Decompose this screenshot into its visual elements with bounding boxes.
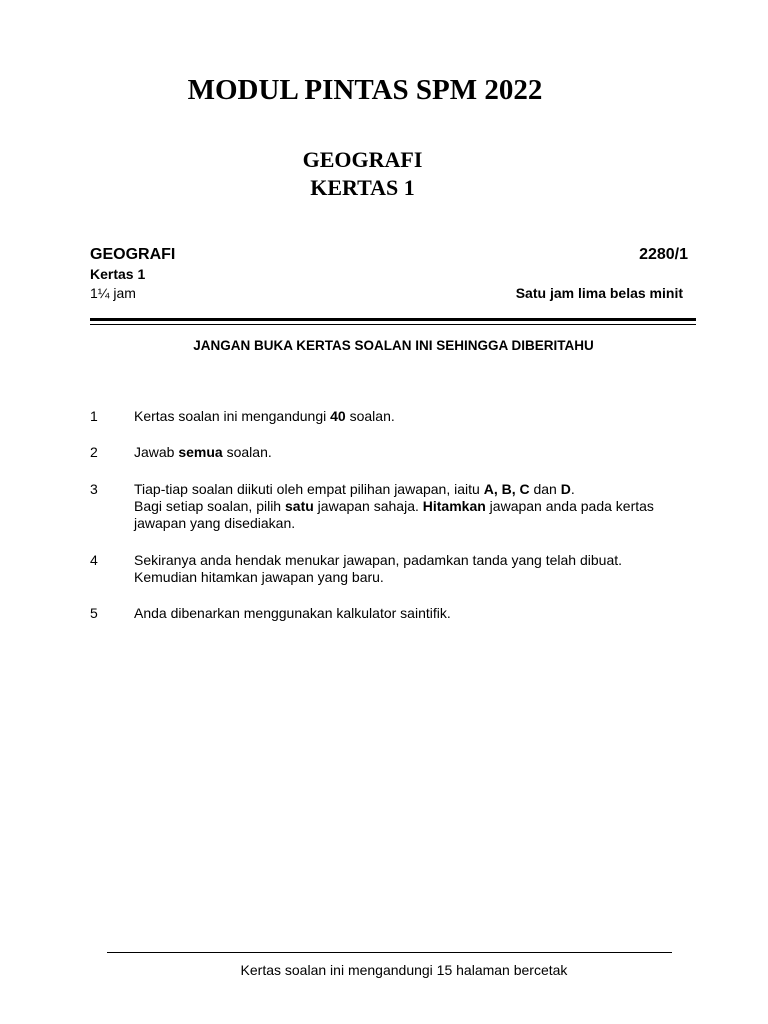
instruction-text <box>134 444 710 461</box>
instruction-segment: Bagi setiap soalan, pilih <box>134 498 285 514</box>
instruction-text <box>134 605 710 622</box>
instruction-segment: . <box>570 481 575 497</box>
instruction-number: 2 <box>90 444 98 460</box>
instruction-item <box>90 444 710 461</box>
instruction-item <box>90 408 710 425</box>
emphasis-text: satu <box>285 498 314 514</box>
instruction-segment: soalan. <box>222 444 272 460</box>
instruction-line <box>134 552 710 569</box>
instruction-line <box>134 605 710 622</box>
instruction-segment: Jawab <box>134 444 179 460</box>
duration-words: Satu jam lima belas minit <box>515 285 683 301</box>
instruction-line <box>134 408 710 425</box>
instruction-segment: Sekiranya anda hendak menukar jawapan, padamkan tanda yang telah dibuat. <box>134 552 623 568</box>
instruction-item <box>90 481 710 532</box>
instruction-segment: jawapan sahaja. <box>313 498 423 514</box>
instruction-number: 4 <box>90 552 98 568</box>
instruction-item <box>90 552 710 586</box>
main-title: MODUL PINTAS SPM 2022 <box>187 74 543 106</box>
emphasis-text: 40 <box>330 408 346 424</box>
paper-name: Kertas 1 <box>90 266 146 282</box>
instruction-line <box>134 444 710 461</box>
footer-divider <box>107 952 672 953</box>
instruction-segment: jawapan anda pada kertas <box>485 498 654 514</box>
instruction-text <box>134 408 710 425</box>
emphasis-text: D <box>560 481 571 497</box>
instruction-text <box>134 481 710 532</box>
instruction-line <box>134 515 710 532</box>
instruction-number: 3 <box>90 481 98 497</box>
emphasis-text: A, B, C <box>483 481 530 497</box>
paper-code: 2280/1 <box>639 246 688 263</box>
header-divider-thick <box>90 318 696 321</box>
instruction-item <box>90 605 710 622</box>
paper-title-line: KERTAS 1 <box>310 175 415 200</box>
instruction-line <box>134 498 710 515</box>
subject-title <box>0 146 725 202</box>
subject-title-line: GEOGRAFI <box>302 147 423 172</box>
instruction-number: 1 <box>90 408 98 424</box>
instruction-segment: dan <box>529 481 561 497</box>
instruction-number: 5 <box>90 605 98 621</box>
duration: 1¼ jam <box>90 285 136 301</box>
instruction-line <box>134 481 710 498</box>
instruction-segment: jawapan yang disediakan. <box>134 515 296 531</box>
instruction-line <box>134 569 710 586</box>
instruction-text <box>134 552 710 586</box>
instruction-segment: Anda dibenarkan menggunakan kalkulator saintifik. <box>134 605 451 621</box>
header-divider-thin <box>90 324 696 325</box>
instruction-segment: Kemudian hitamkan jawapan yang baru. <box>134 569 384 585</box>
instruction-segment: soalan. <box>345 408 395 424</box>
emphasis-text: semua <box>178 444 223 460</box>
emphasis-text: Hitamkan <box>422 498 486 514</box>
warning-notice: JANGAN BUKA KERTAS SOALAN INI SEHINGGA DIBERITAHU <box>193 338 594 353</box>
instruction-segment: Tiap-tiap soalan diikuti oleh empat pilihan jawapan, iaitu <box>134 481 484 497</box>
footer-page-count: Kertas soalan ini mengandungi 15 halaman bercetak <box>240 962 568 978</box>
subject-name: GEOGRAFI <box>90 246 176 263</box>
instruction-segment: Kertas soalan ini mengandungi <box>134 408 331 424</box>
